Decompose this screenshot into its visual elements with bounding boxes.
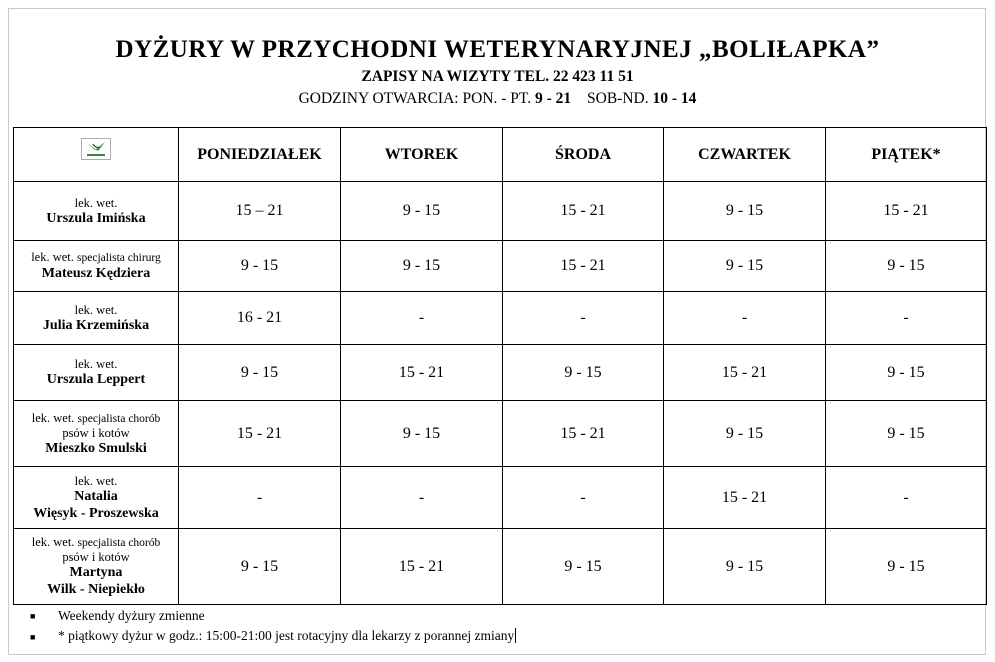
doctor-cell [14, 292, 179, 345]
doctor-cell [14, 241, 179, 292]
doctor-title: lek. wet. [74, 302, 118, 317]
doctor-title: lek. wet. [74, 473, 118, 488]
doctor-title: lek. wet. [31, 535, 75, 549]
table-row [14, 467, 987, 529]
day-header: ŚRODA [503, 128, 664, 182]
shift-hours-cell: - [664, 292, 826, 345]
page-title: DYŻURY W PRZYCHODNI WETERYNARYJNEJ „BOLIŁAPKA” [115, 36, 880, 63]
shift-hours-cell: 9 - 15 [664, 182, 826, 241]
shift-hours-cell: 9 - 15 [341, 401, 503, 467]
hours-weekend-label: SOB-ND. [587, 90, 649, 107]
doctor-role [14, 357, 178, 371]
footnote-text: * piątkowy dyżur w godz.: 15:00-21:00 jest rotacyjny dla lekarzy z porannej zmiany [58, 628, 515, 644]
logo-cell [14, 128, 179, 182]
shift-hours-cell: 16 - 21 [179, 292, 341, 345]
shift-hours-cell: - [503, 467, 664, 529]
doctor-name: Wilk - Niepiekło [47, 582, 145, 597]
doctor-role [14, 411, 178, 426]
doctor-cell [14, 467, 179, 529]
footnotes [30, 606, 516, 647]
clinic-logo-icon [81, 138, 111, 160]
shift-hours-cell: 15 - 21 [503, 401, 664, 467]
shift-hours-cell: 15 - 21 [503, 182, 664, 241]
table-row [14, 529, 987, 605]
shift-hours-cell: - [341, 467, 503, 529]
shift-hours-cell: - [179, 467, 341, 529]
shift-hours-cell: 15 - 21 [341, 345, 503, 401]
shift-hours-cell: 15 - 21 [179, 401, 341, 467]
shift-hours-cell: 15 - 21 [664, 467, 826, 529]
shift-hours-cell: 15 – 21 [179, 182, 341, 241]
footnote-item: ■ * piątkowy dyżur w godz.: 15:00-21:00 jest rotacyjny dla lekarzy z porannej zmiany [30, 628, 515, 644]
shift-hours-cell: - [826, 467, 987, 529]
shift-hours-cell: 9 - 15 [664, 401, 826, 467]
table-row [14, 401, 987, 467]
day-header: PONIEDZIAŁEK [179, 128, 341, 182]
shift-hours-cell: 9 - 15 [179, 241, 341, 292]
doctor-role [14, 250, 178, 265]
shift-hours-cell: 9 - 15 [826, 529, 987, 605]
doctor-name: Julia Krzemińska [42, 317, 150, 333]
doctor-title: lek. wet. [74, 195, 118, 210]
doctor-cell [14, 529, 179, 605]
shift-hours-cell: 9 - 15 [179, 345, 341, 401]
shift-hours-cell: 9 - 15 [664, 241, 826, 292]
table-row [14, 292, 987, 345]
shift-hours-cell: 9 - 15 [826, 241, 987, 292]
shift-hours-cell: - [341, 292, 503, 345]
doctor-name: Natalia [74, 488, 118, 504]
doctor-role [14, 196, 178, 210]
shift-hours-cell: 15 - 21 [664, 345, 826, 401]
table-row [14, 345, 987, 401]
table-row [14, 182, 987, 241]
shift-hours-cell: 9 - 15 [341, 182, 503, 241]
hours-weekend: 10 - 14 [652, 90, 697, 107]
doctor-name: Mateusz Kędziera [41, 266, 151, 281]
hours-prefix: GODZINY OTWARCIA: PON. - PT. [298, 90, 532, 107]
shift-hours-cell: 9 - 15 [826, 345, 987, 401]
phone-subtitle: ZAPISY NA WIZYTY TEL. 22 423 11 51 [361, 68, 634, 85]
shift-hours-cell: 9 - 15 [826, 401, 987, 467]
opening-hours [0, 90, 995, 108]
doctor-name: Więsyk - Proszewska [33, 505, 159, 521]
doctor-name: Urszula Imińska [46, 210, 146, 226]
doctor-cell [14, 401, 179, 467]
shift-hours-cell: - [826, 292, 987, 345]
shift-hours-cell: 15 - 21 [503, 241, 664, 292]
shift-hours-cell: 9 - 15 [664, 529, 826, 605]
doctor-role [14, 303, 178, 317]
doctor-specialty: specjalista chorób [77, 412, 161, 425]
doctor-specialty-line2: psów i kotów [62, 425, 130, 440]
day-header: PIĄTEK* [826, 128, 987, 182]
doctor-name: Urszula Leppert [46, 372, 146, 387]
doctor-title: lek. wet. [31, 250, 74, 264]
doctor-title: lek. wet. [31, 410, 75, 425]
doctor-title: lek. wet. [74, 357, 118, 371]
table-row [14, 241, 987, 292]
doctor-cell [14, 345, 179, 401]
footnote-item: ■ Weekendy dyżury zmienne [30, 608, 205, 623]
text-cursor [515, 628, 516, 643]
day-header: WTOREK [341, 128, 503, 182]
doctor-role [14, 474, 178, 488]
shift-hours-cell: - [503, 292, 664, 345]
doctor-role [14, 535, 178, 550]
doctor-specialty: specjalista chorób [77, 537, 161, 549]
doctor-specialty-line2: psów i kotów [62, 550, 130, 564]
shift-hours-cell: 9 - 15 [503, 345, 664, 401]
shift-hours-cell: 15 - 21 [826, 182, 987, 241]
footnote-text: Weekendy dyżury zmienne [58, 608, 205, 623]
hours-weekday: 9 - 21 [534, 90, 572, 107]
doctor-name: Mieszko Smulski [45, 440, 147, 456]
header-row [14, 128, 987, 182]
schedule-table [13, 127, 987, 605]
doctor-specialty: specjalista chirurg [77, 252, 161, 264]
day-header: CZWARTEK [664, 128, 826, 182]
shift-hours-cell: 9 - 15 [341, 241, 503, 292]
shift-hours-cell: 9 - 15 [179, 529, 341, 605]
doctor-name: Martyna [69, 565, 123, 580]
shift-hours-cell: 15 - 21 [341, 529, 503, 605]
shift-hours-cell: 9 - 15 [503, 529, 664, 605]
doctor-cell [14, 182, 179, 241]
